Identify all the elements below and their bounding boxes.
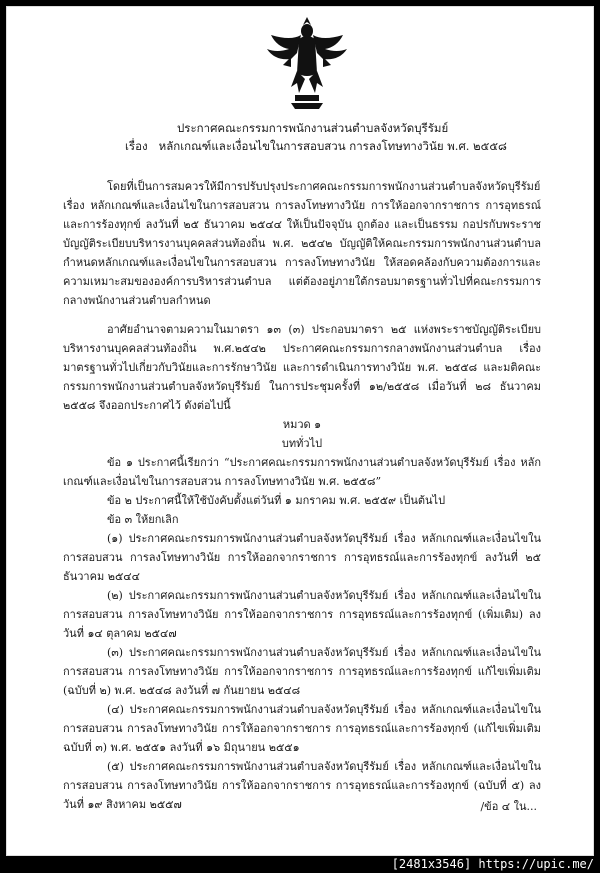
announcement-header bbox=[7, 119, 595, 155]
intro-paragraph: โดยที่เป็นการสมควรให้มีการปรับปรุงประกาศคณะกรรมการพนักงานส่วนตำบลจังหวัดบุรีรัมย์ เรื่อง หลักเกณฑ์และเงื่อนไขในการสอบสวน การลงโทษทางวินัย การให้ออกจากราชการ การอุทธรณ์และการร้องทุกข์ ลงวันที่ ๒๕ ธันวาคม ๒๕๔๔ ให้เป็นปัจจุบัน ถูกต้อง และเป็นธรรม กอปรกับพระราชบัญญัติระเบียบบริหารงานบุคคลส่วนท้องถิ่น พ.ศ. ๒๕๔๒ บัญญัติให้คณะกรรมการพนักงานส่วนตำบลกำหนดหลักเกณฑ์และเงื่อนไขในการสอบสวน การลงโทษทางวินัย ให้สอดคล้องกับความต้องการและความเหมาะสมขององค์การบริหารส่วนตำบล แต่ต้องอยู่ภายใต้กรอบมาตรฐานทั่วไปที่คณะกรรมการกลางพนักงานส่วนตำบลกำหนด bbox=[63, 180, 541, 307]
subject-label: เรื่อง bbox=[125, 139, 148, 153]
watermark-text: [2481x3546] https://upic.me/ bbox=[391, 857, 594, 871]
continuation-note: /ข้อ ๔ ใน... bbox=[480, 800, 537, 813]
clause-3-item-5: (๕) ประกาศคณะกรรมการพนักงานส่วนตำบลจังหวัดบุรีรัมย์ เรื่อง หลักเกณฑ์และเงื่อนไขในการสอบสวน การลงโทษทางวินัย การให้ออกจากราชการ การอุทธรณ์และการร้องทุกข์ (ฉบับที่ ๕) ลงวันที่ ๑๙ สิงหาคม ๒๕๕๗ bbox=[63, 760, 541, 811]
clause-3-item-3: (๓) ประกาศคณะกรรมการพนักงานส่วนตำบลจังหวัดบุรีรัมย์ เรื่อง หลักเกณฑ์และเงื่อนไขในการสอบสวน การลงโทษทางวินัย การให้ออกจากราชการ การอุทธรณ์และการร้องทุกข์ แก้ไขเพิ่มเติม (ฉบับที่ ๒) พ.ศ. ๒๕๔๘ ลงวันที่ ๗ กันยายน ๒๕๔๘ bbox=[63, 646, 541, 697]
document-body bbox=[63, 177, 541, 814]
clause-3: ข้อ ๓ ให้ยกเลิก bbox=[107, 513, 179, 526]
document-page bbox=[6, 6, 594, 856]
subject-text: หลักเกณฑ์และเงื่อนไขในการสอบสวน การลงโทษทางวินัย พ.ศ. ๒๕๕๘ bbox=[158, 139, 507, 153]
chapter-title: บททั่วไป bbox=[281, 437, 323, 450]
subject-line bbox=[7, 137, 595, 155]
authority-paragraph: อาศัยอำนาจตามความในมาตรา ๑๓ (๓) ประกอบมาตรา ๒๕ แห่งพระราชบัญญัติระเบียบบริหารงานบุคคลส่วนท้องถิ่น พ.ศ.๒๕๔๒ ประกาศคณะกรรมการกลางพนักงานส่วนตำบล เรื่อง มาตรฐานทั่วไปเกี่ยวกับวินัยและการรักษาวินัย และการดำเนินการทางวินัย พ.ศ. ๒๕๕๘ และมติคณะกรรมการพนักงานส่วนตำบลจังหวัดบุรีรัมย์ ในการประชุมครั้งที่ ๑๒/๒๕๕๘ เมื่อวันที่ ๒๘ ธันวาคม ๒๕๕๘ จึงออกประกาศไว้ ดังต่อไปนี้ bbox=[63, 323, 541, 412]
garuda-emblem bbox=[261, 13, 353, 113]
clause-3-item-2: (๒) ประกาศคณะกรรมการพนักงานส่วนตำบลจังหวัดบุรีรัมย์ เรื่อง หลักเกณฑ์และเงื่อนไขในการสอบสวน การลงโทษทางวินัย การให้ออกจากราชการ การอุทธรณ์และการร้องทุกข์ (เพิ่มเติม) ลงวันที่ ๑๔ ตุลาคม ๒๕๔๗ bbox=[63, 589, 541, 640]
clause-3-item-1: (๑) ประกาศคณะกรรมการพนักงานส่วนตำบลจังหวัดบุรีรัมย์ เรื่อง หลักเกณฑ์และเงื่อนไขในการสอบสวน การลงโทษทางวินัย การให้ออกจากราชการ การอุทธรณ์และการร้องทุกข์ ลงวันที่ ๒๕ ธันวาคม ๒๕๔๔ bbox=[63, 532, 541, 583]
clause-1: ข้อ ๑ ประกาศนี้เรียกว่า “ประกาศคณะกรรมการพนักงานส่วนตำบลจังหวัดบุรีรัมย์ เรื่อง หลักเกณฑ์และเงื่อนไขในการสอบสวน การลงโทษทางวินัย พ.ศ. ๒๕๕๘” bbox=[63, 456, 541, 488]
org-title: ประกาศคณะกรรมการพนักงานส่วนตำบลจังหวัดบุรีรัมย์ bbox=[177, 121, 449, 135]
chapter-number: หมวด ๑ bbox=[282, 418, 322, 431]
clause-3-item-4: (๔) ประกาศคณะกรรมการพนักงานส่วนตำบลจังหวัดบุรีรัมย์ เรื่อง หลักเกณฑ์และเงื่อนไขในการสอบสวน การลงโทษทางวินัย การให้ออกจากราชการ การอุทธรณ์และการร้องทุกข์ (แก้ไขเพิ่มเติม ฉบับที่ ๓) พ.ศ. ๒๕๕๑ ลงวันที่ ๑๖ มิถุนายน ๒๕๕๑ bbox=[63, 703, 541, 754]
clause-2: ข้อ ๒ ประกาศนี้ให้ใช้บังคับตั้งแต่วันที่ ๑ มกราคม พ.ศ. ๒๕๕๙ เป็นต้นไป bbox=[107, 494, 446, 507]
